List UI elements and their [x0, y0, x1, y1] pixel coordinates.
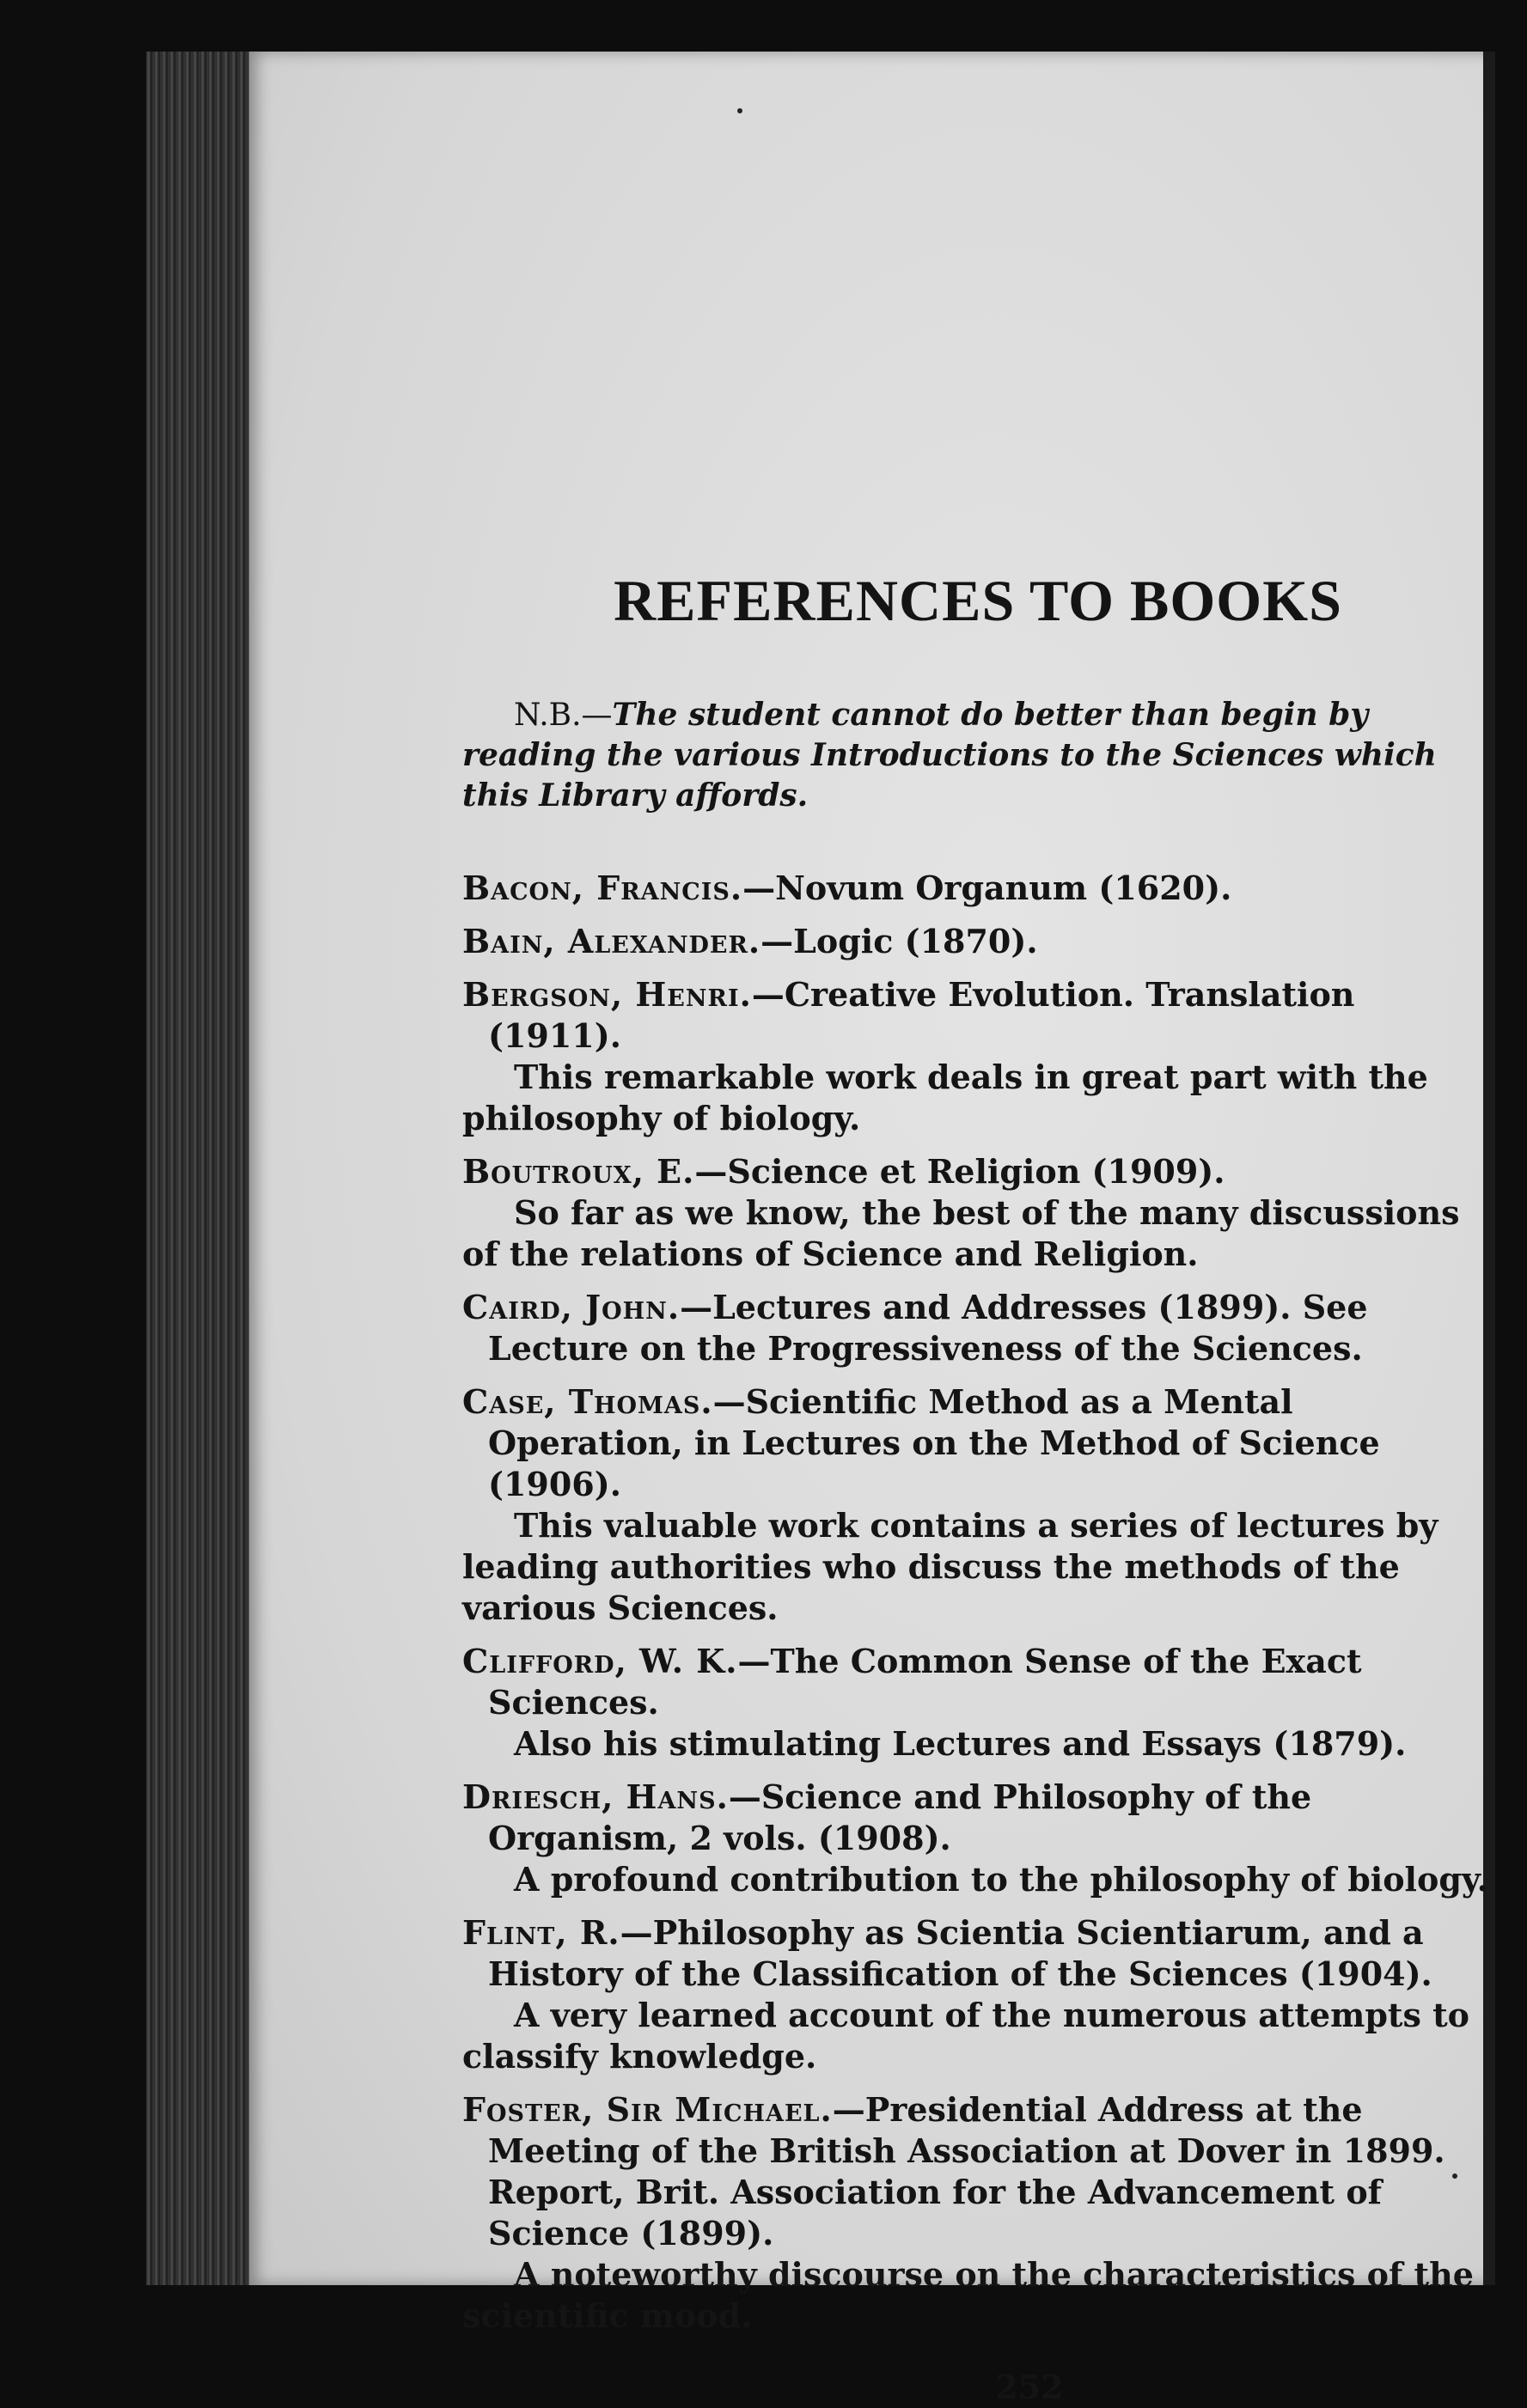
entry-author: Boutroux, E. — [462, 1152, 695, 1191]
entry-heading — [462, 2089, 1493, 2254]
entry-note: So far as we know, the best of the many discussions of the relations of Science and Religion. — [462, 1193, 1460, 1273]
entry-heading — [462, 1777, 1493, 1859]
entry-heading — [462, 1381, 1493, 1505]
entry-heading — [462, 1287, 1493, 1369]
entry-heading — [462, 921, 1493, 962]
book-fore-edge — [146, 52, 258, 2285]
speck — [737, 108, 742, 113]
reference-list — [462, 868, 1493, 2337]
entry-author: Bain, Alexander. — [462, 922, 761, 960]
entry-title: —Scientific Method as a Mental Operation, in Lectures on the Method of Science (1906). — [488, 1382, 1380, 1503]
reference-entry — [462, 1287, 1493, 1369]
entry-heading — [462, 1912, 1493, 1995]
entry-author: Caird, John. — [462, 1288, 681, 1326]
entry-heading — [462, 974, 1493, 1057]
entry-author: Flint, R. — [462, 1913, 620, 1952]
entry-title: —Creative Evolution. Translation (1911). — [488, 975, 1355, 1055]
entry-author: Bacon, Francis. — [462, 869, 743, 907]
entry-title: —Lectures and Addresses (1899). See Lecture on the Progressiveness of the Sciences. — [488, 1288, 1368, 1368]
entry-title: —Presidential Address at the Meeting of the British Association at Dover in 1899. Report, Brit. Association for the Advancement of Science (1899). — [488, 2090, 1445, 2253]
entry-title: —Science et Religion (1909). — [694, 1152, 1225, 1191]
entry-heading — [462, 1151, 1493, 1192]
reference-entry — [462, 868, 1493, 909]
reference-entry — [462, 921, 1493, 962]
entry-author: Case, Thomas. — [462, 1382, 713, 1421]
entry-note: A very learned account of the numerous attempts to classify knowledge. — [462, 1996, 1469, 2076]
entry-author: Driesch, Hans. — [462, 1777, 729, 1816]
entry-note: This remarkable work deals in great part with the philosophy of biology. — [462, 1058, 1428, 1137]
page-number: 252 — [995, 2368, 1064, 2406]
reference-entry — [462, 1151, 1493, 1275]
entry-note: A noteworthy discourse on the characteristics of the scientific mood. — [462, 2255, 1474, 2335]
reference-entry — [462, 974, 1493, 1139]
reference-entry — [462, 1912, 1493, 2077]
nota-bene — [462, 695, 1493, 816]
entry-note: Also his stimulating Lectures and Essays (1879). — [514, 1724, 1407, 1763]
entry-title: —Science and Philosophy of the Organism, 2 vols. (1908). — [488, 1777, 1312, 1857]
reference-entry — [462, 1381, 1493, 1629]
entry-author: Bergson, Henri. — [462, 975, 752, 1014]
entry-author: Clifford, W. K. — [462, 1642, 738, 1680]
page-content — [462, 481, 1493, 2406]
entry-heading — [462, 868, 1493, 909]
entry-title: —Logic (1870). — [760, 922, 1038, 960]
entry-note: This valuable work contains a series of lectures by leading authorities who discuss the methods of the various Sciences. — [462, 1506, 1438, 1627]
entry-note: A profound contribution to the philosophy of biology. — [514, 1860, 1488, 1899]
reference-entry — [462, 1777, 1493, 1900]
entry-title: —Novum Organum (1620). — [742, 869, 1232, 907]
entry-title: —The Common Sense of the Exact Sciences. — [488, 1642, 1362, 1722]
reference-entry — [462, 2089, 1493, 2337]
nota-bene-text: The student cannot do better than begin by reading the various Introductions to the Sciences which this Library affords. — [462, 697, 1437, 814]
reference-entry — [462, 1641, 1493, 1765]
entry-heading — [462, 1641, 1493, 1723]
entry-title: —Philosophy as Scientia Scientiarum, and a History of the Classification of the Sciences (1904). — [488, 1913, 1432, 1993]
page-heading: REFERENCES TO BOOKS — [614, 568, 1342, 633]
entry-author: Foster, Sir Michael. — [462, 2090, 833, 2129]
nota-bene-label: N.B.— — [514, 698, 613, 733]
